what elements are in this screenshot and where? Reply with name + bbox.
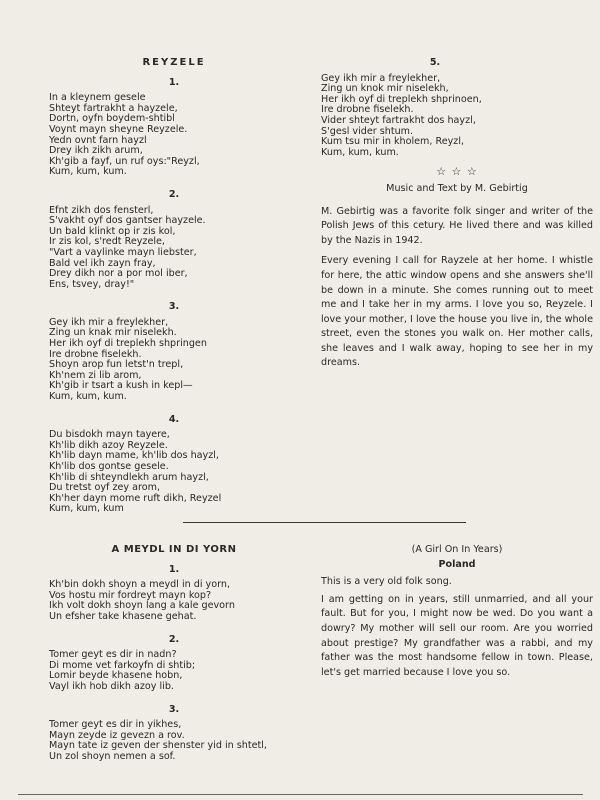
credit-line: Music and Text by M. Gebirtig (386, 182, 528, 194)
reyzele-lyrics (49, 58, 299, 515)
section-divider (183, 522, 466, 523)
stanza-2: Efnt zikh dos fensterl, S'vakht oyf dos gantser hayzele. Un bald klinkt op ir zis kol, Ir zis kol, s'redt Reyzele, "Vart a vaylinke mayn liebster, Bald vel ikh zayn fray, Drey dikh nor a por mol iber, Ens, tsvey, dray!" (49, 204, 206, 290)
stanza-number: 2. (168, 188, 180, 200)
stanza-number: 3. (168, 301, 180, 313)
meydl-subtitle: (A Girl On In Years) (411, 544, 503, 555)
meydl-note: This is a very old folk song. (321, 576, 452, 588)
stanza-4: Du bisdokh mayn tayere, Kh'lib dikh azoy Reyzele. Kh'lib dayn mame, kh'lib dos hayzl, Kh'lib dos gontse gesele. Kh'lib di shteyndlekh arum hayzl, Du tretst oyf zey arom, Kh'her dayn mome ruft dikh, Reyzel Kum, kum, kum (49, 429, 222, 515)
reyzele-continued (321, 58, 593, 371)
meydl-origin: Poland (438, 558, 476, 570)
stanza-number: 4. (168, 413, 180, 425)
stanza-number: 2. (168, 633, 180, 645)
stanza-number: 5. (429, 57, 441, 68)
meydl-notes (321, 545, 593, 680)
stanza-1: Kh'bin dokh shoyn a meydl in di yorn, Vos hostu mir fordreyt mayn kop? Ikh volt dokh shoyn lang a kale gevorn Un efsher take khasene gehat. (49, 579, 235, 622)
stanza-3: Gey ikh mir a freylekher, Zing un knak mir niselekh. Her ikh oyf di treplekh shpringen Ire drobne fiselekh. Shoyn arop fun letst'n trepl, Kh'nem zi lib arom, Kh'gib ir tsart a kush in kepl— Kum, kum, kum. (49, 316, 207, 403)
stanza-1: In a kleynem gesele Shteyt fartrakht a hayzele, Dortn, oyfn boydem-shtibl Voynt mayn sheyne Reyzele. Yedn ovnt farn hayzl Drey ikh zikh arum, Kh'gib a fayf, un ruf oys:"Reyzl, Kum, kum, kum. (49, 92, 200, 178)
star-separator: ☆ ☆ ☆ (436, 165, 478, 179)
stanza-3: Tomer geyt es dir in yikhes, Mayn zeyde iz gevezn a rov. Mayn tate iz geven der shenster yid in shtetl, Un zol shoyn nemen a sof. (49, 719, 267, 762)
author-bio: M. Gebirtig was a favorite folk singer and writer of the Polish Jews of this cetury. He lived there and was killed by the Nazis in 1942. (321, 205, 593, 246)
stanza-number: 1. (168, 76, 180, 88)
meydl-title: A MEYDL IN DI YORN (111, 544, 237, 555)
reyzele-translation: Every evening I call for Rayzele at her home. I whistle for here, the attic window opens and she answers she'll be down in a minute. She comes running out to meet me and I take her in my arms. I love you so, Reyzele. I love your mother, I love the house you live in, the whole street, even the stones you walk on. Her mother calls, she leaves and I walk away, hoping to see her in my dreams. (321, 255, 593, 369)
meydl-translation: I am getting on in years, still unmarried, and all your fault. But for you, I might now be wed. Do you want a dowry? My mother will sell our room. Are you worried about prestige? My grandfather was a rabbi, and my father was the most handsome fellow in town. Please, let's get married because I love you so. (321, 593, 593, 678)
stanza-number: 1. (168, 563, 180, 575)
stanza-number: 3. (168, 703, 180, 715)
meydl-lyrics (49, 545, 299, 763)
reyzele-title: REYZELE (142, 57, 206, 68)
stanza-5: Gey ikh mir a freylekher, Zing un knok mir niselekh, Her ikh oyf di treplekh shprinoen, Ire drobne fiselekh. Vider shteyt fartrakht dos hayzl, S'gesl vider shtum. Kum tsu mir in kholem, Reyzl, Kum, kum, kum. (321, 72, 482, 158)
stanza-2: Tomer geyt es dir in nadn? Di mome vet farkoyfn di shtib; Lomir beyde khasene hobn, Vayl ikh hob dikh azoy lib. (49, 649, 196, 692)
page-bottom-edge (18, 794, 583, 795)
